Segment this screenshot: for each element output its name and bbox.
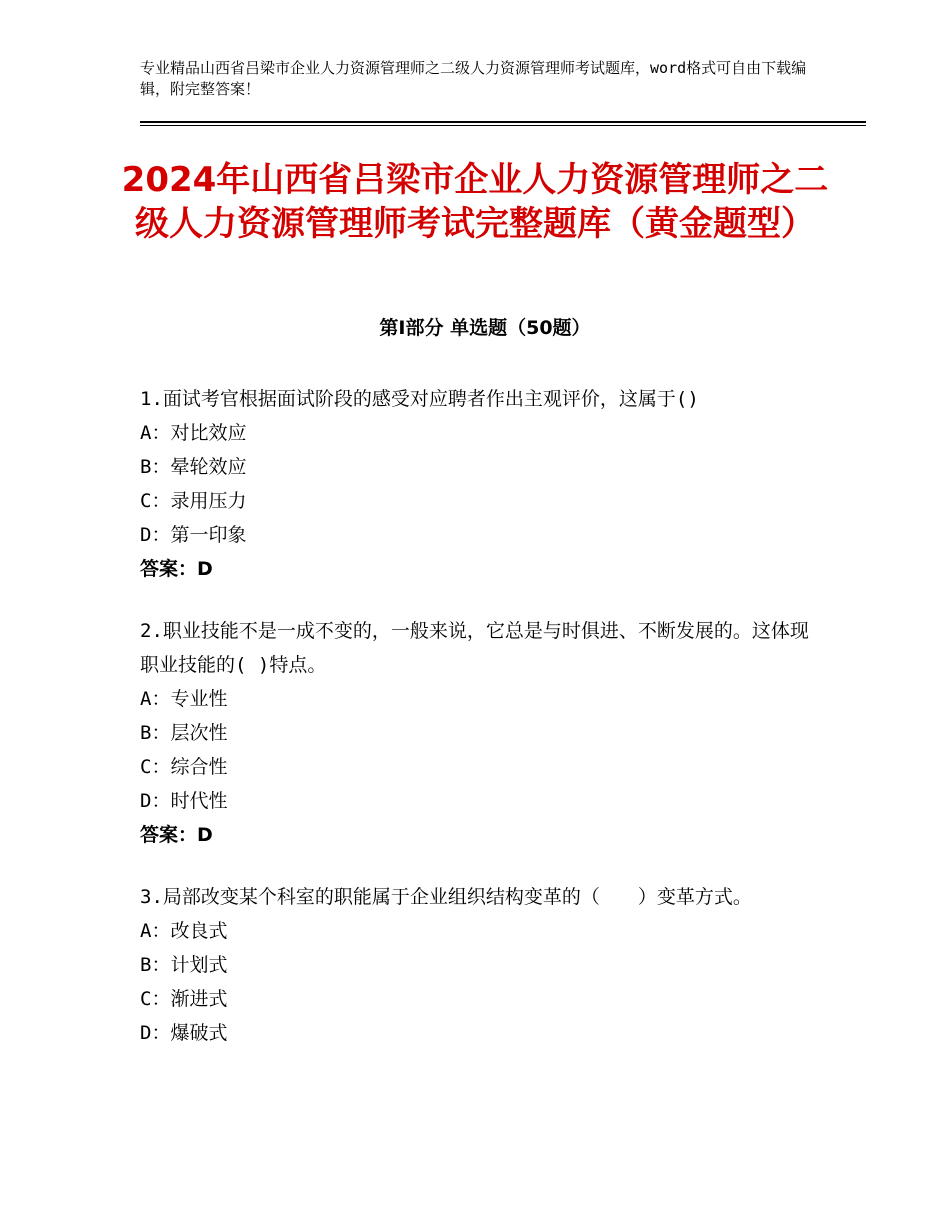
question-list (140, 382, 810, 1078)
document-title: 2024年山西省吕梁市企业人力资源管理师之二级人力资源管理师考试完整题库（黄金题型） (121, 160, 829, 244)
option-c: C：综合性 (140, 756, 228, 778)
option-c: C：录用压力 (140, 490, 247, 512)
answer: 答案：D (140, 558, 213, 580)
question-3 (140, 880, 810, 1050)
option-a: A：专业性 (140, 688, 228, 710)
option-b: B：计划式 (140, 954, 228, 976)
question-2 (140, 614, 810, 852)
option-d: D：时代性 (140, 790, 228, 812)
question-stem: 3.局部改变某个科室的职能属于企业组织结构变革的（ ）变革方式。 (140, 886, 752, 908)
option-a: A：改良式 (140, 920, 228, 942)
answer: 答案：D (140, 824, 213, 846)
question-1 (140, 382, 810, 586)
option-d: D：爆破式 (140, 1022, 228, 1044)
option-b: B：晕轮效应 (140, 456, 247, 478)
option-b: B：层次性 (140, 722, 228, 744)
section-title: 第Ⅰ部分 单选题（50题） (379, 317, 591, 339)
question-stem: 2.职业技能不是一成不变的，一般来说，它总是与时俱进、不断发展的。这体现职业技能的( )特点。 (140, 620, 809, 676)
header-divider (140, 121, 866, 126)
header-note: 专业精品山西省吕梁市企业人力资源管理师之二级人力资源管理师考试题库，word格式可自由下载编辑，附完整答案！ (140, 59, 807, 98)
question-stem: 1.面试考官根据面试阶段的感受对应聘者作出主观评价，这属于() (140, 388, 699, 410)
option-d: D：第一印象 (140, 524, 247, 546)
option-c: C：渐进式 (140, 988, 228, 1010)
option-a: A：对比效应 (140, 422, 247, 444)
